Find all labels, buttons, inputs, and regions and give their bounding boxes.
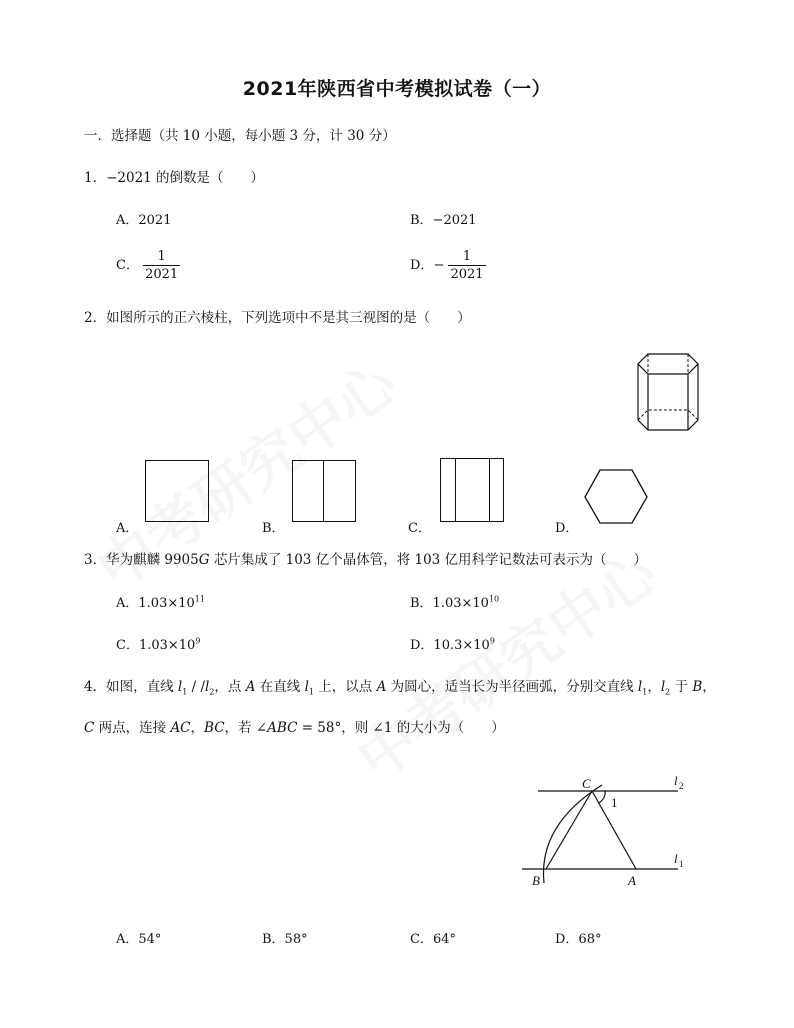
minus-sign: − — [433, 258, 445, 273]
q4-text: 两点，连接 — [94, 720, 171, 736]
q4-text: ，若 ∠ — [224, 720, 268, 736]
label-point-b: B — [532, 873, 540, 888]
q1-option-c[interactable] — [116, 249, 180, 282]
q2-option-a-label[interactable]: A． — [116, 521, 139, 536]
q4-text: 为圆心，适当长为半径画弧，分别交直线 — [386, 679, 638, 695]
q1-option-b[interactable]: B．−2021 — [410, 213, 477, 228]
q4-text: 在直线 — [255, 679, 305, 695]
label-l2-subscript: 2 — [679, 781, 684, 791]
q4-text: ， — [190, 720, 205, 736]
q4-subscript: 2 — [665, 687, 671, 697]
q4-option-b[interactable]: B．58° — [262, 932, 308, 947]
exponent: 9 — [489, 636, 495, 646]
question-4-line-2 — [84, 716, 505, 736]
q3-option-c[interactable] — [116, 634, 200, 653]
exponent: 11 — [194, 594, 205, 604]
label-angle-1: 1 — [611, 795, 618, 810]
q2-option-c-label[interactable]: C． — [408, 521, 431, 536]
q4-text: 于 — [670, 679, 693, 695]
q3-stem-part: 芯片集成了 103 亿个晶体管，将 103 亿用科学记数法可表示为（ ） — [209, 552, 648, 568]
q4-text: = 58°，则 ∠1 的大小为（ ） — [297, 720, 505, 736]
q4-symbol-l: l — [660, 679, 666, 695]
q2-option-d-hexagon[interactable] — [583, 468, 649, 526]
q4-subscript: 2 — [209, 687, 215, 697]
q2-option-a-square[interactable] — [145, 460, 209, 522]
q4-text: / / — [187, 679, 205, 695]
q2-option-b-label[interactable]: B． — [262, 521, 285, 536]
q1-option-a[interactable]: A．2021 — [116, 213, 172, 228]
q4-symbol-l: l — [304, 679, 309, 695]
label-point-c: C — [582, 776, 591, 791]
q3-stem-part: 3．华为麒麟 9905 — [84, 552, 199, 568]
fraction-numerator: 1 — [157, 249, 166, 264]
option-text: B．1.03×10 — [410, 596, 489, 611]
q4-angle-abc: ABC — [267, 720, 298, 736]
label-l1-subscript: 1 — [679, 859, 684, 869]
exponent: 10 — [488, 594, 500, 604]
q4-text: ， — [702, 679, 716, 695]
question-2-stem: 2．如图所示的正六棱柱，下列选项中不是其三视图的是（ ） — [84, 310, 471, 326]
q2-option-c-divider — [455, 458, 456, 522]
q4-segment-bc: BC — [204, 720, 225, 736]
q4-option-c[interactable]: C．64° — [410, 932, 456, 947]
section-heading: 一．选择题（共 10 小题，每小题 3 分，计 30 分） — [84, 128, 396, 144]
q4-text: 上，以点 — [313, 679, 377, 695]
watermark — [337, 528, 670, 796]
prism-hidden-edge — [638, 410, 698, 420]
q3-option-a[interactable] — [116, 592, 205, 611]
q2-option-b-divider — [323, 460, 324, 522]
q4-option-a[interactable]: A．54° — [116, 932, 162, 947]
q4-text: ， — [647, 679, 661, 695]
q2-option-d-label[interactable]: D． — [555, 521, 579, 536]
page-title: 2021年陕西省中考模拟试卷（一） — [242, 78, 552, 100]
question-4-line-1 — [84, 675, 716, 697]
q3-stem-g: G — [198, 552, 210, 568]
exponent: 9 — [195, 636, 201, 646]
q2-option-c-rect[interactable] — [440, 458, 504, 522]
q4-symbol-l: l — [205, 679, 210, 695]
option-label: C． — [116, 258, 139, 273]
fraction — [143, 249, 180, 282]
q1-option-d[interactable] — [410, 249, 486, 282]
q4-subscript: 1 — [308, 687, 314, 697]
label-point-a: A — [628, 873, 636, 888]
segment-bc — [546, 791, 592, 869]
prism-bottom-face — [638, 420, 698, 430]
q4-symbol-l: l — [177, 679, 183, 695]
fraction-denominator: 2021 — [450, 267, 484, 282]
compass-arc — [543, 785, 602, 883]
q4-geometry-figure — [518, 765, 698, 895]
q4-point-b: B — [692, 679, 703, 695]
q4-text: ，点 — [214, 679, 246, 695]
question-1-stem: 1．−2021 的倒数是（ ） — [84, 170, 265, 186]
option-text: A．1.03×10 — [116, 596, 195, 611]
hexagonal-prism-figure — [632, 350, 704, 436]
q4-point-a: A — [376, 679, 387, 695]
q4-subscript: 1 — [642, 687, 648, 697]
q4-point-a: A — [245, 679, 256, 695]
q4-symbol-l: l — [637, 679, 643, 695]
fraction-denominator: 2021 — [145, 267, 179, 282]
q2-option-b-rect[interactable] — [292, 460, 356, 522]
q3-option-b[interactable] — [410, 592, 499, 611]
q4-text: 4．如图，直线 — [84, 679, 178, 695]
label-l1: l — [674, 851, 678, 866]
option-text: C．1.03×10 — [116, 638, 196, 653]
fraction — [448, 249, 485, 282]
q4-option-d[interactable]: D．68° — [555, 932, 602, 947]
angle-1-arc — [599, 791, 605, 803]
question-3-stem — [84, 548, 647, 568]
q3-option-d[interactable] — [410, 634, 495, 653]
q4-segment-ac: AC — [170, 720, 191, 736]
option-label: D． — [410, 258, 434, 273]
fraction-numerator: 1 — [462, 249, 472, 264]
label-l2: l — [674, 773, 678, 788]
q4-point-c: C — [84, 720, 95, 736]
option-text: D．10.3×10 — [410, 638, 490, 653]
hexagon-outline — [585, 470, 647, 523]
prism-top-face — [638, 354, 698, 374]
q4-subscript: 1 — [182, 687, 188, 697]
q2-option-c-divider — [489, 458, 490, 522]
